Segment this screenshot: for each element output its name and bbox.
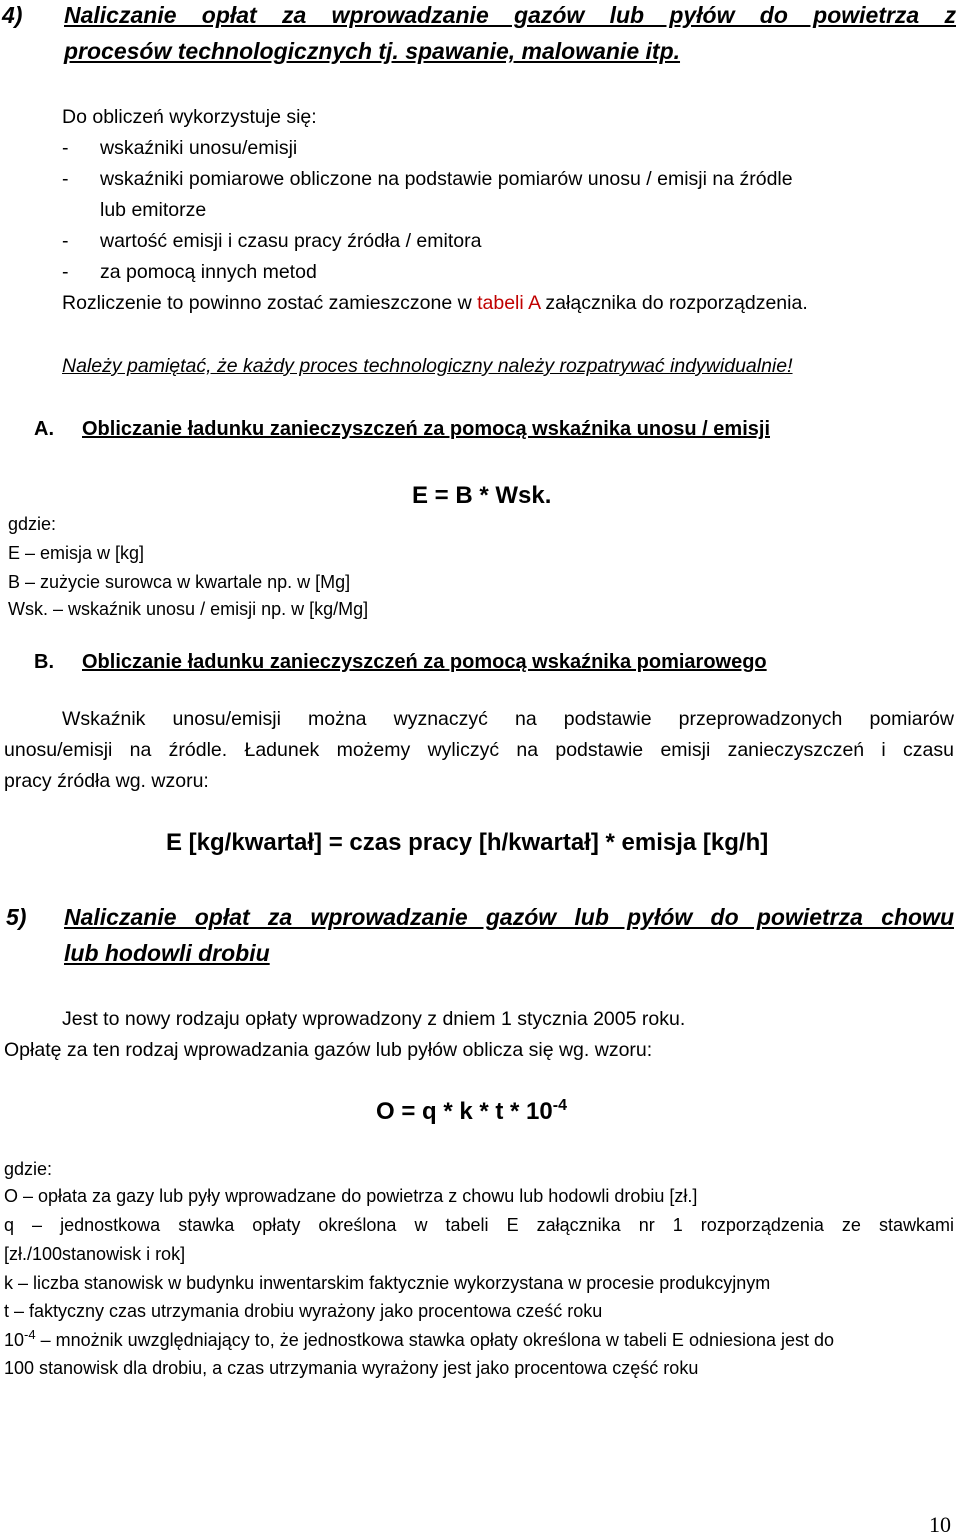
- section5-title-line1: Naliczanie opłat za wprowadzanie gazów lub pyłów do powietrza chowu: [64, 904, 954, 930]
- section4-title-line2: procesów technologicznych tj. spawanie, malowanie itp.: [64, 38, 681, 64]
- formula-b: E [kg/kwartał] = czas pracy [h/kwartał] * emisja [kg/h]: [166, 829, 769, 856]
- bullet-item: wskaźniki unosu/emisji: [100, 137, 298, 159]
- section4-title-line1: Naliczanie opłat za wprowadzanie gazów lub pyłów do powietrza z: [64, 2, 956, 28]
- section5-number: 5): [6, 904, 27, 930]
- section4-number: 4): [2, 2, 23, 28]
- legend-10-base: 10: [4, 1330, 25, 1350]
- paragraph-line: pracy źródła wg. wzoru:: [4, 770, 209, 792]
- note-text: Należy pamiętać, że każdy proces technologiczny należy rozpatrywać indywidualnie!: [62, 355, 793, 377]
- where-label: gdzie:: [4, 1159, 53, 1179]
- settlement-pre: Rozliczenie to powinno zostać zamieszczone w: [62, 292, 478, 314]
- legend-item-continuation: 100 stanowisk dla drobiu, a czas utrzymania wyrażony jest jako procentowa część roku: [4, 1358, 699, 1378]
- bullet-item-continuation: lub emitorze: [100, 199, 207, 221]
- bullet-item: za pomocą innych metod: [100, 261, 317, 283]
- subsection-b-title: Obliczanie ładunku zanieczyszczeń za pomocą wskaźnika pomiarowego: [82, 651, 767, 673]
- bullet-item: wskaźniki pomiarowe obliczone na podstawie pomiarów unosu / emisji na źródle: [100, 168, 793, 190]
- bullet-item: wartość emisji i czasu pracy źródła / emitora: [100, 230, 482, 252]
- bullet-dash: -: [62, 261, 69, 283]
- formula-a: E = B * Wsk.: [412, 482, 552, 509]
- settlement-text: [62, 288, 808, 319]
- legend-item: O – opłata za gazy lub pyły wprowadzane do powietrza z chowu lub hodowli drobiu [zł.]: [4, 1186, 698, 1206]
- section5-title-line2: lub hodowli drobiu: [64, 940, 270, 966]
- where-label: gdzie:: [8, 514, 57, 534]
- legend-item: E – emisja w [kg]: [8, 543, 145, 563]
- legend-10-text: – mnożnik uwzględniający to, że jednostkowa stawka opłaty określona w tabeli E odniesiona jest do: [35, 1330, 835, 1350]
- intro-text: Do obliczeń wykorzystuje się:: [62, 106, 317, 128]
- paragraph-line: Opłatę za ten rodzaj wprowadzania gazów lub pyłów oblicza się wg. wzoru:: [4, 1039, 653, 1061]
- legend-10-exponent: -4: [24, 1327, 36, 1342]
- subsection-a-label: A.: [34, 418, 54, 440]
- paragraph-line: unosu/emisji na źródle. Ładunek możemy wyliczyć na podstawie emisji zanieczyszczeń i czasu: [4, 739, 954, 761]
- bullet-dash: -: [62, 137, 69, 159]
- subsection-a-title: Obliczanie ładunku zanieczyszczeń za pomocą wskaźnika unosu / emisji: [82, 418, 770, 440]
- page-number: 10: [929, 1512, 951, 1537]
- formula-c: [376, 1098, 567, 1126]
- table-a-reference: tabeli A: [477, 292, 540, 314]
- legend-item-continuation: [zł./100stanowisk i rok]: [4, 1244, 186, 1264]
- legend-item: k – liczba stanowisk w budynku inwentarskim faktycznie wykorzystana w procesie produkcyjnym: [4, 1273, 771, 1293]
- bullet-dash: -: [62, 230, 69, 252]
- formula-c-exponent: -4: [552, 1097, 567, 1114]
- legend-item: [4, 1327, 954, 1351]
- formula-c-base: O = q * k * t * 10: [376, 1098, 553, 1125]
- legend-item: q – jednostkowa stawka opłaty określona w tabeli E załącznika nr 1 rozporządzenia ze stawkami: [4, 1215, 954, 1235]
- paragraph-line: Jest to nowy rodzaju opłaty wprowadzony z dniem 1 stycznia 2005 roku.: [62, 1008, 686, 1030]
- legend-item: Wsk. – wskaźnik unosu / emisji np. w [kg/Mg]: [8, 599, 369, 619]
- paragraph-line: Wskaźnik unosu/emisji można wyznaczyć na podstawie przeprowadzonych pomiarów: [62, 708, 954, 730]
- legend-item: t – faktyczny czas utrzymania drobiu wyrażony jako procentowa cześć roku: [4, 1301, 603, 1321]
- subsection-b-label: B.: [34, 651, 54, 673]
- legend-item: B – zużycie surowca w kwartale np. w [Mg]: [8, 572, 351, 592]
- bullet-dash: -: [62, 168, 69, 190]
- settlement-post: załącznika do rozporządzenia.: [540, 292, 808, 314]
